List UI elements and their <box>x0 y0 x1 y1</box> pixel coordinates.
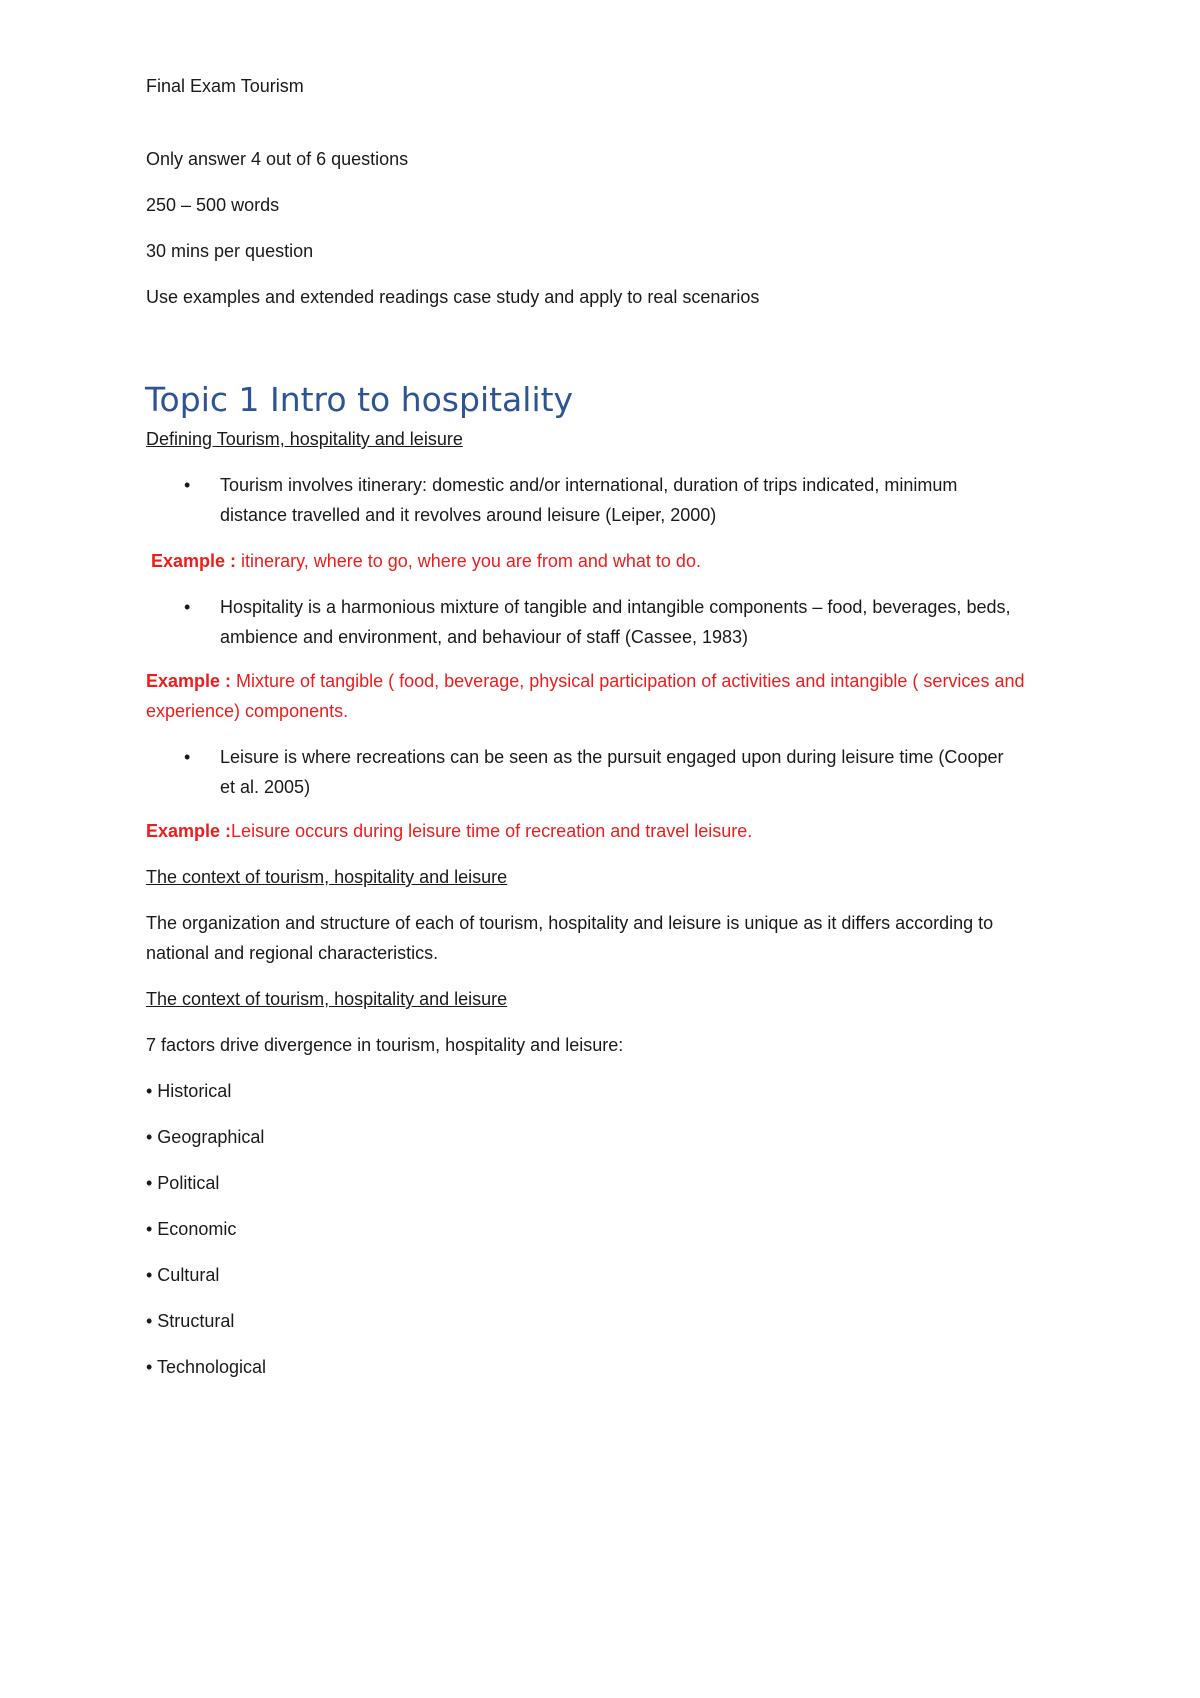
factor-item: • Technological <box>146 1357 267 1377</box>
factor-item: • Geographical <box>146 1127 265 1147</box>
section-heading-context: The context of tourism, hospitality and leisure <box>146 867 508 887</box>
bullet-marker: • <box>184 747 191 767</box>
example-line <box>151 546 701 576</box>
definition-text: Tourism involves itinerary: domestic and/or international, duration of trips indicated, minimum distance travelled and it revolves around leisure (Leiper, 2000) <box>220 475 958 525</box>
bullet-marker: • <box>184 475 191 495</box>
factors-intro: 7 factors drive divergence in tourism, hospitality and leisure: <box>146 1035 624 1055</box>
example-text: Mixture of tangible ( food, beverage, physical participation of activities and intangible ( services and experience) components. <box>146 671 1025 721</box>
section-heading-defining: Defining Tourism, hospitality and leisure <box>146 429 463 449</box>
example-label: Example : <box>151 551 237 571</box>
topic-heading: Topic 1 Intro to hospitality <box>145 380 574 419</box>
definition-text: Leisure is where recreations can be seen as the pursuit engaged upon during leisure time (Cooper et al. 2005) <box>220 747 1004 797</box>
instruction-line: Only answer 4 out of 6 questions <box>146 149 409 169</box>
definition-text: Hospitality is a harmonious mixture of tangible and intangible components – food, beverages, beds, ambience and environment, and behaviour of staff (Cassee, 1983) <box>220 597 1011 647</box>
instruction-line: Use examples and extended readings case study and apply to real scenarios <box>146 287 760 307</box>
instruction-line: 30 mins per question <box>146 241 314 261</box>
factor-item: • Economic <box>146 1219 237 1239</box>
example-text: Leisure occurs during leisure time of recreation and travel leisure. <box>231 821 753 841</box>
context-paragraph: The organization and structure of each of tourism, hospitality and leisure is unique as it differs according to national and regional characteristics. <box>146 913 994 963</box>
document-title: Final Exam Tourism <box>146 76 304 96</box>
factor-item: • Cultural <box>146 1265 220 1285</box>
example-label: Example : <box>146 821 232 841</box>
section-heading-context-factors: The context of tourism, hospitality and leisure <box>146 989 508 1009</box>
bullet-marker: • <box>184 597 191 617</box>
factor-item: • Historical <box>146 1081 232 1101</box>
example-text: itinerary, where to go, where you are from and what to do. <box>236 551 701 571</box>
factor-item: • Structural <box>146 1311 235 1331</box>
example-line <box>146 666 1026 726</box>
example-label: Example : <box>146 671 232 691</box>
example-line <box>146 816 752 846</box>
instruction-line: 250 – 500 words <box>146 195 280 215</box>
factor-item: • Political <box>146 1173 220 1193</box>
